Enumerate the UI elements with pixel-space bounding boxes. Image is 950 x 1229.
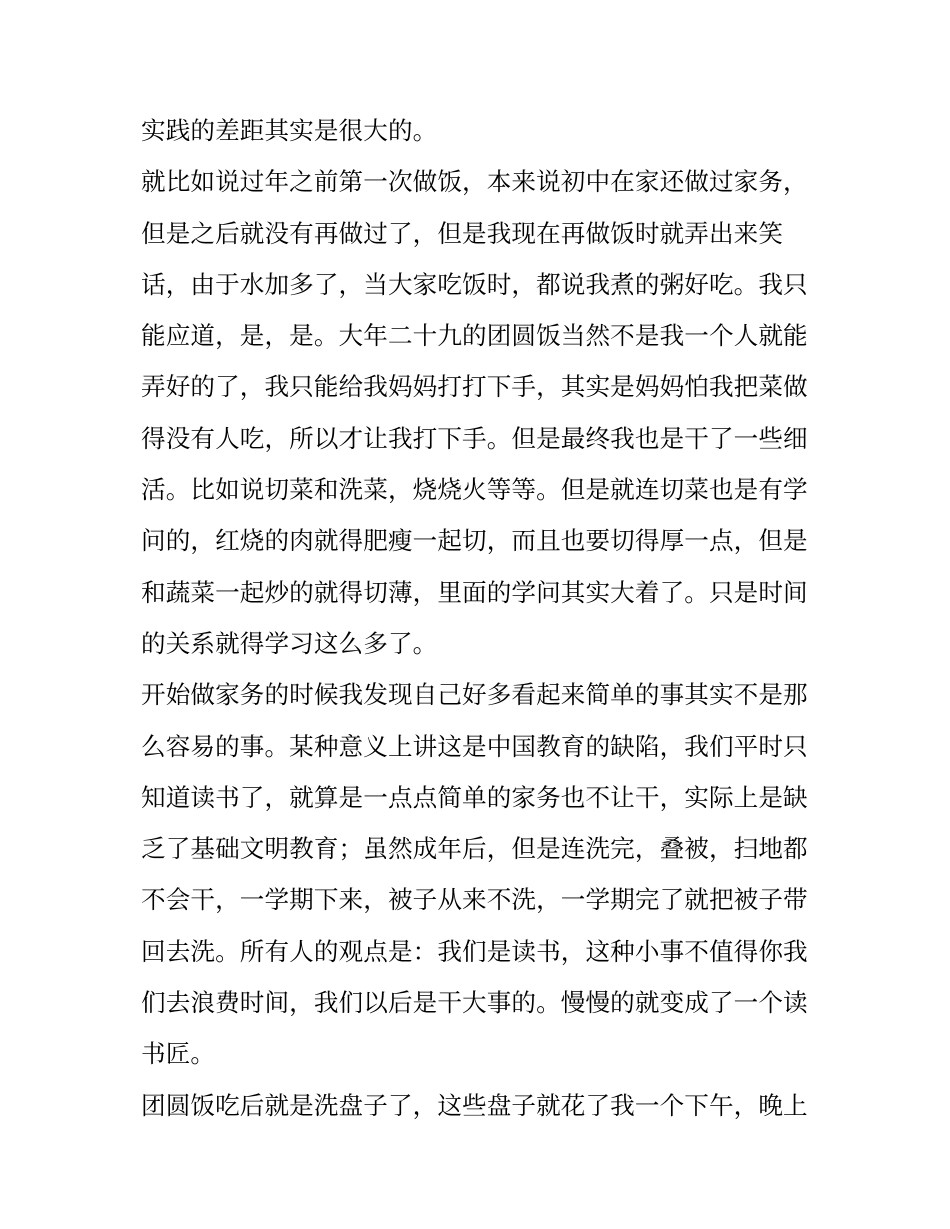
text-line: 团圆饭吃后就是洗盘子了，这些盘子就花了我一个下午，晚上 xyxy=(141,1090,808,1120)
text-line: 回去洗。所有人的观点是：我们是读书，这种小事不值得你我 xyxy=(141,936,808,966)
text-line: 实践的差距其实是很大的。 xyxy=(141,116,438,145)
text-line: 活。比如说切菜和洗菜，烧烧火等等。但是就连切菜也是有学 xyxy=(141,475,808,505)
text-line: 们去浪费时间，我们以后是干大事的。慢慢的就变成了一个读 xyxy=(141,988,808,1018)
text-line: 乏了基础文明教育；虽然成年后，但是连洗完，叠被，扫地都 xyxy=(141,834,808,864)
document-body xyxy=(141,105,821,1131)
text-line: 不会干，一学期下来，被子从来不洗，一学期完了就把被子带 xyxy=(141,885,808,915)
text-line: 问的，红烧的肉就得肥瘦一起切，而且也要切得厚一点，但是 xyxy=(141,526,808,556)
text-line: 话，由于水加多了，当大家吃饭时，都说我煮的粥好吃。我只 xyxy=(141,269,808,299)
text-line: 得没有人吃，所以才让我打下手。但是最终我也是干了一些细 xyxy=(141,423,808,453)
text-line: 么容易的事。某种意义上讲这是中国教育的缺陷，我们平时只 xyxy=(141,731,808,761)
text-line: 弄好的了，我只能给我妈妈打打下手，其实是妈妈怕我把菜做 xyxy=(141,372,808,402)
text-line: 但是之后就没有再做过了，但是我现在再做饭时就弄出来笑 xyxy=(141,218,784,248)
text-line: 知道读书了，就算是一点点简单的家务也不让干，实际上是缺 xyxy=(141,782,808,812)
text-line: 开始做家务的时候我发现自己好多看起来简单的事其实不是那 xyxy=(141,680,808,710)
text-line: 书匠。 xyxy=(141,1039,216,1069)
text-line: 就比如说过年之前第一次做饭，本来说初中在家还做过家务， xyxy=(141,167,808,197)
text-line: 的关系就得学习这么多了。 xyxy=(141,628,438,658)
text-line: 和蔬菜一起炒的就得切薄，里面的学问其实大着了。只是时间 xyxy=(141,577,808,607)
text-line: 能应道，是，是。大年二十九的团圆饭当然不是我一个人就能 xyxy=(141,321,808,351)
